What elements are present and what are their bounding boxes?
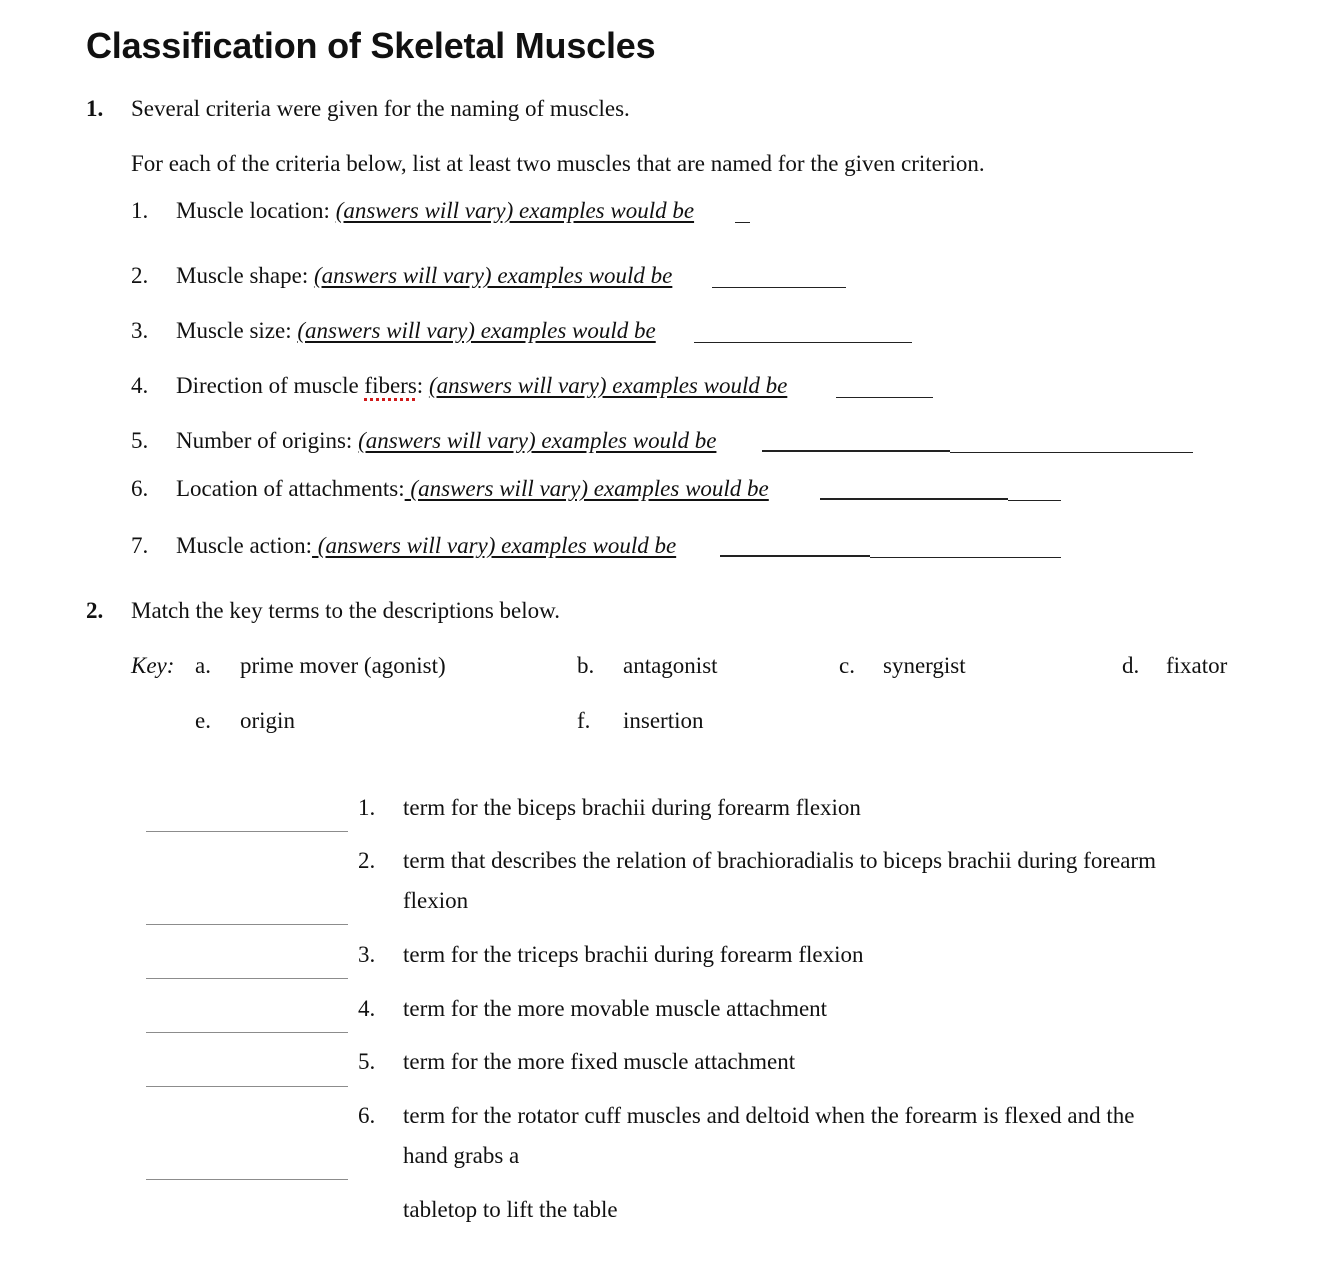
description-text: term for the more fixed muscle attachment bbox=[403, 1049, 796, 1074]
criterion-label: Direction of muscle bbox=[176, 373, 365, 398]
question-2-prompt: Match the key terms to the descriptions below. bbox=[131, 598, 561, 623]
key-letter: f. bbox=[577, 708, 591, 733]
match-blank-1[interactable] bbox=[146, 831, 348, 832]
criterion-answer[interactable]: (answers will vary) examples would be bbox=[428, 373, 788, 398]
key-term-synergist: synergist bbox=[883, 653, 966, 678]
key-letter: d. bbox=[1122, 653, 1140, 678]
match-blank-4[interactable] bbox=[146, 1032, 348, 1033]
question-1-number: 1. bbox=[86, 96, 104, 121]
criterion-number: 4. bbox=[131, 373, 149, 398]
criterion-number: 5. bbox=[131, 428, 149, 453]
description-text: term for the triceps brachii during forearm flexion bbox=[403, 942, 864, 967]
answer-line bbox=[1008, 500, 1061, 501]
description-text-continued: hand grabs a bbox=[403, 1143, 520, 1168]
criterion-number: 6. bbox=[131, 476, 149, 501]
criterion-label: Muscle action: bbox=[176, 533, 313, 558]
page-title: Classification of Skeletal Muscles bbox=[86, 25, 656, 66]
criterion-label: Number of origins: bbox=[176, 428, 359, 453]
description-text-continued: flexion bbox=[403, 888, 469, 913]
key-letter: c. bbox=[839, 653, 855, 678]
key-letter: a. bbox=[195, 653, 211, 678]
criterion-item-location bbox=[176, 196, 694, 226]
criterion-label: Muscle shape: bbox=[176, 263, 314, 288]
description-text-continued: tabletop to lift the table bbox=[403, 1197, 618, 1222]
key-term-antagonist: antagonist bbox=[623, 653, 718, 678]
question-1-instruction: For each of the criteria below, list at least two muscles that are named for the given criterion. bbox=[131, 151, 985, 176]
answer-line bbox=[735, 222, 750, 223]
criterion-item-action bbox=[176, 531, 676, 561]
description-number: 1. bbox=[358, 795, 376, 820]
criterion-item-shape bbox=[176, 261, 672, 291]
description-number: 6. bbox=[358, 1103, 376, 1128]
criterion-number: 1. bbox=[131, 198, 149, 223]
criterion-item-fiber-direction bbox=[176, 371, 787, 401]
key-term-prime-mover: prime mover (agonist) bbox=[240, 653, 446, 678]
criterion-label: Muscle location: bbox=[176, 198, 336, 223]
description-text: term for the more movable muscle attachment bbox=[403, 996, 828, 1021]
criterion-number: 3. bbox=[131, 318, 149, 343]
description-text: term for the biceps brachii during forearm flexion bbox=[403, 795, 861, 820]
criterion-answer[interactable]: (answers will vary) examples would be bbox=[297, 318, 656, 343]
match-blank-6[interactable] bbox=[146, 1179, 348, 1180]
key-term-insertion: insertion bbox=[623, 708, 704, 733]
question-2-number: 2. bbox=[86, 598, 104, 623]
answer-line bbox=[694, 342, 912, 343]
criterion-number: 2. bbox=[131, 263, 149, 288]
answer-line bbox=[950, 452, 1193, 453]
criterion-item-origins bbox=[176, 426, 716, 456]
description-number: 3. bbox=[358, 942, 376, 967]
description-text: term that describes the relation of brachioradialis to biceps brachii during forearm bbox=[403, 848, 1156, 873]
key-term-fixator: fixator bbox=[1166, 653, 1228, 678]
criterion-answer[interactable]: (answers will vary) examples would be bbox=[313, 263, 673, 288]
description-number: 5. bbox=[358, 1049, 376, 1074]
description-number: 2. bbox=[358, 848, 376, 873]
criterion-item-attachments bbox=[176, 474, 769, 504]
description-text: term for the rotator cuff muscles and deltoid when the forearm is flexed and the bbox=[403, 1103, 1135, 1128]
criterion-answer[interactable]: (answers will vary) examples would be bbox=[335, 198, 695, 223]
answer-line bbox=[820, 498, 1008, 500]
match-blank-2[interactable] bbox=[146, 924, 348, 925]
answer-line bbox=[836, 397, 933, 398]
match-blank-5[interactable] bbox=[146, 1086, 348, 1087]
key-letter: b. bbox=[577, 653, 595, 678]
key-label: Key: bbox=[131, 653, 175, 678]
spellcheck-word: fibers bbox=[364, 373, 417, 398]
answer-line bbox=[720, 555, 870, 557]
key-term-origin: origin bbox=[240, 708, 295, 733]
key-letter: e. bbox=[195, 708, 211, 733]
criterion-label: Muscle size: bbox=[176, 318, 298, 343]
criterion-answer[interactable]: (answers will vary) examples would be bbox=[312, 533, 677, 558]
criterion-number: 7. bbox=[131, 533, 149, 558]
answer-line bbox=[870, 557, 1061, 558]
criterion-answer[interactable]: (answers will vary) examples would be bbox=[404, 476, 769, 501]
answer-line bbox=[762, 450, 950, 452]
description-number: 4. bbox=[358, 996, 376, 1021]
match-blank-3[interactable] bbox=[146, 978, 348, 979]
question-1-prompt: Several criteria were given for the naming of muscles. bbox=[131, 96, 630, 121]
criterion-answer[interactable]: (answers will vary) examples would be bbox=[358, 428, 717, 453]
criterion-label-colon: : bbox=[416, 373, 429, 398]
criterion-item-size bbox=[176, 316, 656, 346]
answer-line bbox=[712, 287, 846, 288]
criterion-label: Location of attachments: bbox=[176, 476, 405, 501]
